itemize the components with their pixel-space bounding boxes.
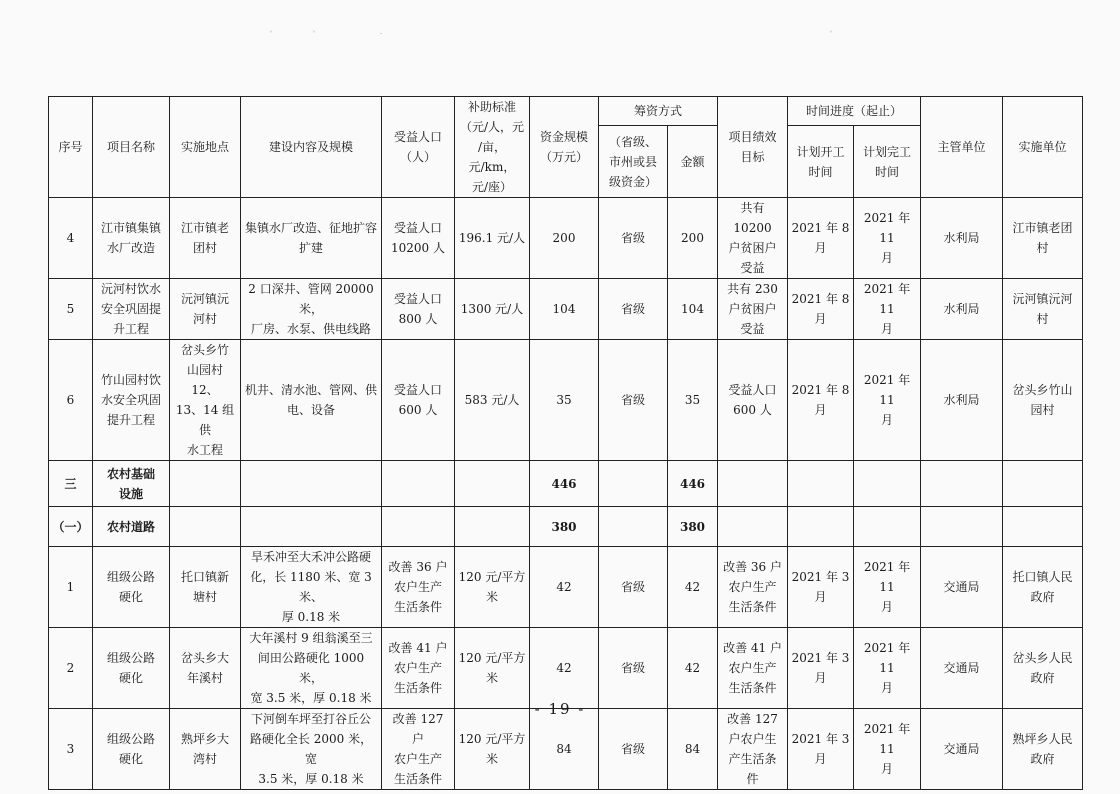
cell-subsidy: 1300 元/人 [455, 279, 530, 340]
table-row [49, 628, 1083, 709]
cell-location: 沅河镇沅 河村 [170, 279, 241, 340]
cell-level: 省级 [599, 547, 668, 628]
cell-dept: 交通局 [921, 709, 1003, 790]
cell-seq: （一） [49, 507, 93, 547]
cell-seq: 2 [49, 628, 93, 709]
cell-fund: 42 [530, 547, 599, 628]
cell-location: 岔头乡竹 山园村 12、 13、14 组供 水工程 [170, 340, 241, 461]
cell-dept: 水利局 [921, 198, 1003, 279]
header-name: 项目名称 [93, 97, 170, 198]
cell-level: 省级 [599, 279, 668, 340]
cell-level: 省级 [599, 198, 668, 279]
cell-content: 大年溪村 9 组翁溪至三 间田公路硬化 1000 米， 宽 3.5 米，厚 0.18 米 [241, 628, 382, 709]
cell-goal: 改善 41 户 农户生产 生活条件 [718, 628, 788, 709]
cell-end: 2021 年 11 月 [854, 709, 921, 790]
cell-beneficiaries: 改善 36 户 农户生产 生活条件 [382, 547, 455, 628]
cell-start: 2021 年 3 月 [788, 709, 854, 790]
header-beneficiaries: 受益人口 （人） [382, 97, 455, 198]
cell-start: 2021 年 8 月 [788, 279, 854, 340]
cell-fund: 380 [530, 507, 599, 547]
header-funding-amount: 金额 [668, 126, 718, 198]
cell-unit [1003, 507, 1083, 547]
cell-amount: 200 [668, 198, 718, 279]
cell-unit: 岔头乡人民 政府 [1003, 628, 1083, 709]
cell-beneficiaries [382, 507, 455, 547]
cell-goal: 共有 10200 户贫困户 受益 [718, 198, 788, 279]
cell-start: 2021 年 3 月 [788, 628, 854, 709]
table-row [49, 461, 1083, 507]
cell-goal [718, 461, 788, 507]
cell-subsidy: 120 元/平方 米 [455, 547, 530, 628]
cell-unit: 沅河镇沅河 村 [1003, 279, 1083, 340]
table-row [49, 547, 1083, 628]
cell-end [854, 507, 921, 547]
cell-amount: 84 [668, 709, 718, 790]
cell-dept: 水利局 [921, 279, 1003, 340]
cell-name: 组级公路 硬化 [93, 547, 170, 628]
cell-beneficiaries: 改善 127 户 农户生产 生活条件 [382, 709, 455, 790]
cell-content: 2 口深井、管网 20000 米， 厂房、水泵、供电线路 [241, 279, 382, 340]
cell-level: 省级 [599, 340, 668, 461]
cell-location [170, 507, 241, 547]
cell-subsidy: 120 元/平方 米 [455, 709, 530, 790]
cell-beneficiaries: 受益人口 10200 人 [382, 198, 455, 279]
cell-content: 下河倒车坪至打谷丘公 路硬化全长 2000 米，宽 3.5 米，厚 0.18 米 [241, 709, 382, 790]
cell-subsidy [455, 507, 530, 547]
table-row [49, 340, 1083, 461]
cell-fund: 35 [530, 340, 599, 461]
cell-dept [921, 507, 1003, 547]
cell-seq: 三 [49, 461, 93, 507]
cell-goal [718, 507, 788, 547]
cell-location [170, 461, 241, 507]
cell-subsidy: 120 元/平方 米 [455, 628, 530, 709]
cell-level [599, 461, 668, 507]
cell-goal: 改善 127 户农户生 产生活条 件 [718, 709, 788, 790]
cell-amount: 104 [668, 279, 718, 340]
cell-end: 2021 年 11 月 [854, 198, 921, 279]
cell-seq: 3 [49, 709, 93, 790]
cell-unit [1003, 461, 1083, 507]
cell-fund: 42 [530, 628, 599, 709]
cell-end: 2021 年 11 月 [854, 628, 921, 709]
cell-seq: 5 [49, 279, 93, 340]
cell-fund: 446 [530, 461, 599, 507]
cell-fund: 200 [530, 198, 599, 279]
cell-beneficiaries: 受益人口 600 人 [382, 340, 455, 461]
cell-dept: 水利局 [921, 340, 1003, 461]
cell-amount: 42 [668, 628, 718, 709]
header-fund-scale: 资金规模 （万元） [530, 97, 599, 198]
cell-name: 江市镇集镇 水厂改造 [93, 198, 170, 279]
cell-end [854, 461, 921, 507]
header-start: 计划开工 时间 [788, 126, 854, 198]
header-seq: 序号 [49, 97, 93, 198]
header-funding-level: （省级、 市州或县 级资金） [599, 126, 668, 198]
cell-seq: 4 [49, 198, 93, 279]
cell-name: 组级公路 硬化 [93, 628, 170, 709]
cell-content [241, 461, 382, 507]
cell-beneficiaries: 改善 41 户 农户生产 生活条件 [382, 628, 455, 709]
cell-start [788, 507, 854, 547]
cell-level [599, 507, 668, 547]
cell-start: 2021 年 3 月 [788, 547, 854, 628]
cell-seq: 6 [49, 340, 93, 461]
cell-end: 2021 年 11 月 [854, 547, 921, 628]
header-dept: 主管单位 [921, 97, 1003, 198]
cell-goal: 改善 36 户 农户生产 生活条件 [718, 547, 788, 628]
header-unit: 实施单位 [1003, 97, 1083, 198]
cell-name: 农村道路 [93, 507, 170, 547]
header-subsidy: 补助标准 （元/人，元 /亩，元/km， 元/座） [455, 97, 530, 198]
cell-name: 竹山园村饮 水安全巩固 提升工程 [93, 340, 170, 461]
cell-content: 集镇水厂改造、征地扩容 扩建 [241, 198, 382, 279]
cell-level: 省级 [599, 709, 668, 790]
cell-location: 岔头乡大 年溪村 [170, 628, 241, 709]
cell-dept: 交通局 [921, 547, 1003, 628]
cell-amount: 35 [668, 340, 718, 461]
cell-location: 托口镇新 塘村 [170, 547, 241, 628]
cell-beneficiaries: 受益人口 800 人 [382, 279, 455, 340]
cell-end: 2021 年 11 月 [854, 340, 921, 461]
cell-subsidy [455, 461, 530, 507]
cell-unit: 熟坪乡人民 政府 [1003, 709, 1083, 790]
table-row [49, 279, 1083, 340]
cell-end: 2021 年 11 月 [854, 279, 921, 340]
cell-location: 熟坪乡大 湾村 [170, 709, 241, 790]
cell-start: 2021 年 8 月 [788, 340, 854, 461]
header-funding: 筹资方式 [599, 97, 718, 126]
cell-seq: 1 [49, 547, 93, 628]
cell-content: 旱禾冲至大禾冲公路硬 化，长 1180 米、宽 3 米、 厚 0.18 米 [241, 547, 382, 628]
cell-goal: 共有 230 户贫困户 受益 [718, 279, 788, 340]
header-location: 实施地点 [170, 97, 241, 198]
cell-subsidy: 196.1 元/人 [455, 198, 530, 279]
cell-amount: 42 [668, 547, 718, 628]
cell-fund: 84 [530, 709, 599, 790]
cell-subsidy: 583 元/人 [455, 340, 530, 461]
cell-start [788, 461, 854, 507]
cell-fund: 104 [530, 279, 599, 340]
table-row [49, 198, 1083, 279]
cell-goal: 受益人口 600 人 [718, 340, 788, 461]
cell-level: 省级 [599, 628, 668, 709]
cell-amount: 446 [668, 461, 718, 507]
project-table [48, 96, 1083, 790]
header-content: 建设内容及规模 [241, 97, 382, 198]
cell-location: 江市镇老 团村 [170, 198, 241, 279]
cell-name: 组级公路 硬化 [93, 709, 170, 790]
header-schedule: 时间进度（起止） [788, 97, 921, 126]
cell-unit: 江市镇老团 村 [1003, 198, 1083, 279]
cell-dept: 交通局 [921, 628, 1003, 709]
cell-unit: 岔头乡竹山 园村 [1003, 340, 1083, 461]
header-end: 计划完工 时间 [854, 126, 921, 198]
cell-dept [921, 461, 1003, 507]
cell-content [241, 507, 382, 547]
cell-beneficiaries [382, 461, 455, 507]
cell-content: 机井、清水池、管网、供 电、设备 [241, 340, 382, 461]
cell-name: 农村基础 设施 [93, 461, 170, 507]
table-row [49, 709, 1083, 790]
page-number: - 19 - [534, 700, 586, 718]
table-row [49, 507, 1083, 547]
cell-start: 2021 年 8 月 [788, 198, 854, 279]
cell-amount: 380 [668, 507, 718, 547]
cell-name: 沅河村饮水 安全巩固提 升工程 [93, 279, 170, 340]
header-goal: 项目绩效 目标 [718, 97, 788, 198]
cell-unit: 托口镇人民 政府 [1003, 547, 1083, 628]
